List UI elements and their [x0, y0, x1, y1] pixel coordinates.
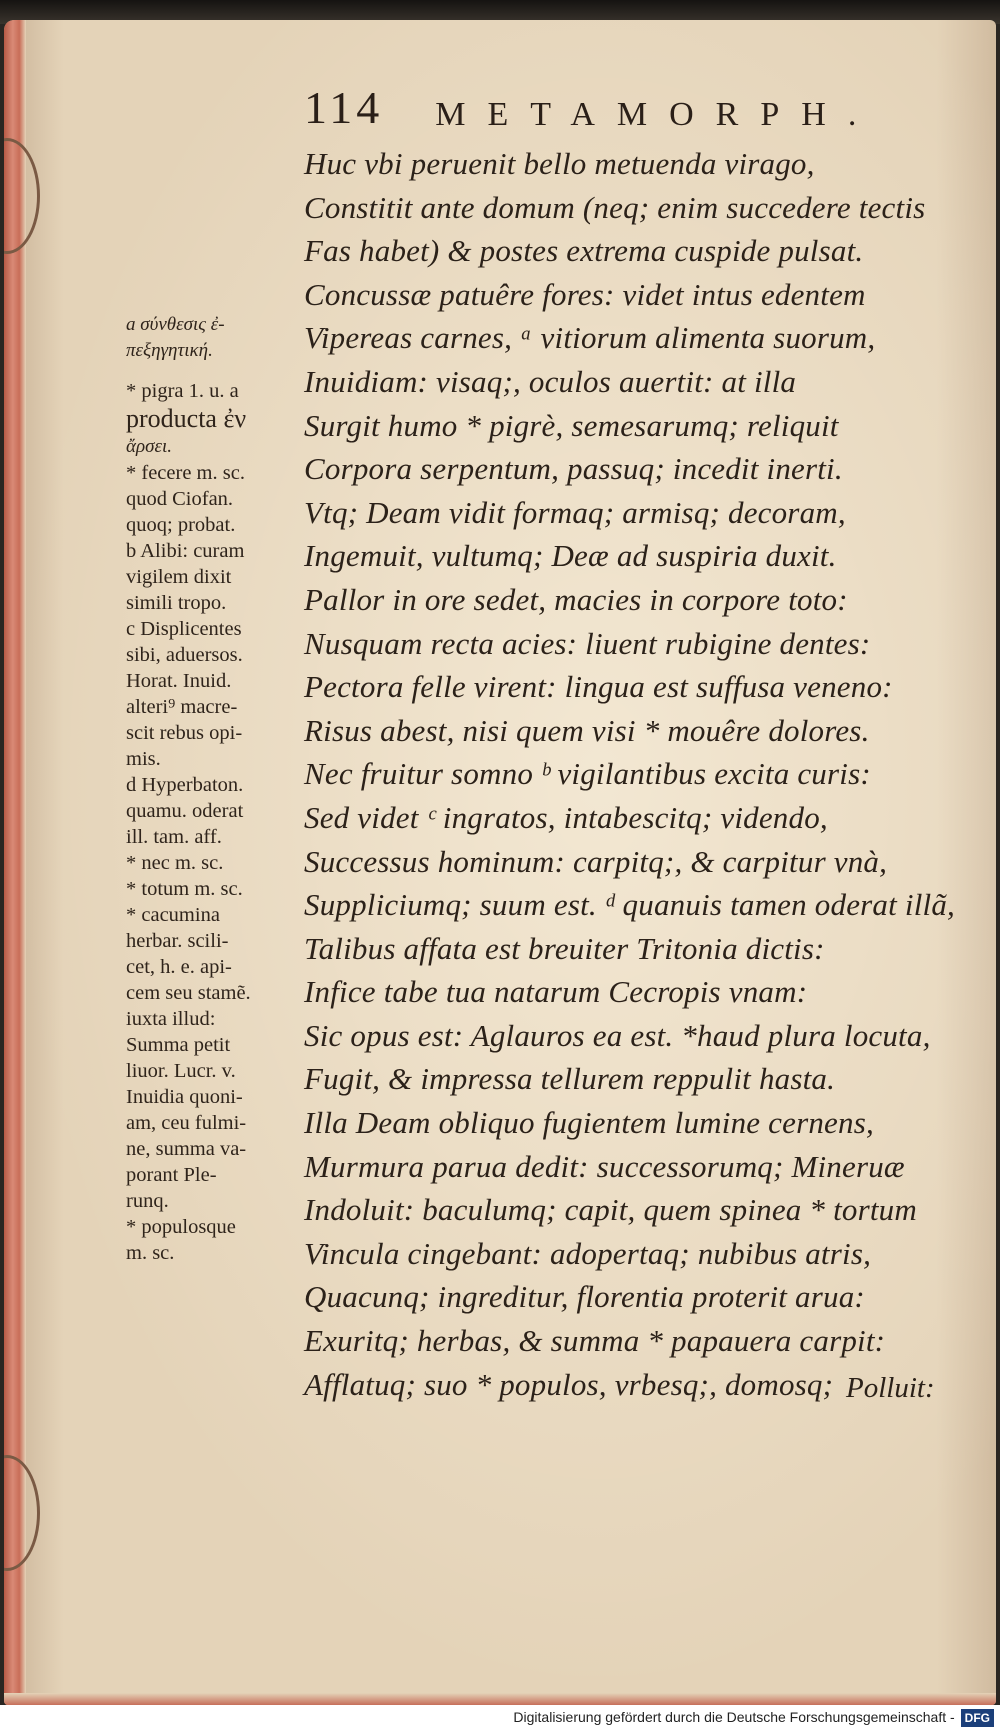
margin-note-line: runq. — [126, 1190, 169, 1212]
verse-line: Pectora felle virent: lingua est suffusa veneno: — [304, 669, 893, 705]
verse-line: Nec fruitur somno ᵇ vigilantibus excita curis: — [304, 756, 871, 792]
margin-note-line: mis. — [126, 748, 161, 770]
margin-note-line: * fecere m. sc. — [126, 462, 245, 484]
verse-line: Murmura parua dedit: successorumq; Mineruæ — [304, 1148, 905, 1184]
verse-line: Surgit humo * pigrè, semesarumq; reliquit — [304, 407, 839, 443]
verse-line: Sic opus est: Aglauros ea est. *haud plura locuta, — [304, 1017, 931, 1053]
page-number: 114 — [304, 82, 384, 133]
verse-line: Risus abest, nisi quem visi * mouêre dolores. — [304, 712, 870, 748]
margin-note-line: c Displicentes — [126, 618, 242, 640]
footer-text: Digitalisierung gefördert durch die Deutsche Forschungsgemeinschaft - — [513, 1709, 955, 1725]
margin-note-line: * pigra 1. u. a — [126, 380, 239, 402]
verse-line: Pallor in ore sedet, macies in corpore toto: — [304, 581, 848, 617]
verse-line: Corpora serpentum, passuq; incedit inerti. — [304, 451, 843, 487]
verse-line: Huc vbi peruenit bello metuenda virago, — [304, 146, 815, 181]
margin-note-line: Inuidia quoni- — [126, 1086, 243, 1108]
margin-note-line: * nec m. sc. — [126, 852, 224, 874]
margin-note-line: ne, summa va- — [126, 1138, 247, 1160]
margin-note-line: vigilem dixit — [126, 566, 232, 588]
margin-note-line: m. sc. — [126, 1242, 175, 1264]
book-page — [4, 20, 996, 1705]
margin-note-line: iuxta illud: — [126, 1008, 216, 1030]
margin-note-line: ill. tam. aff. — [126, 826, 222, 848]
verse-line: Sed videt ᶜ ingratos, intabescitq; videndo, — [304, 799, 828, 835]
verse-line: Illa Deam obliquo fugientem lumine cernens, — [304, 1105, 874, 1141]
margin-note-line: Horat. Inuid. — [126, 670, 232, 692]
verse-line: Concussæ patuêre fores: videt intus edentem — [304, 276, 866, 312]
margin-note-line: quamu. oderat — [126, 800, 244, 822]
margin-note-line: * cacumina — [126, 904, 220, 926]
margin-note-line: * totum m. sc. — [126, 878, 243, 900]
margin-note-line: porant Ple- — [126, 1164, 217, 1186]
verse-line: Talibus affata est breuiter Tritonia dictis: — [304, 930, 825, 966]
verse-line: Successus hominum: carpitq;, & carpitur vnà, — [304, 843, 888, 879]
binding-ring-upper — [4, 138, 40, 254]
verse-line: Vipereas carnes, ᵃ vitiorum alimenta suorum, — [304, 320, 876, 356]
verse-line: Fugit, & impressa tellurem reppulit hasta. — [304, 1061, 836, 1097]
binding-ring-lower — [4, 1455, 40, 1571]
verse-line: Quacunq; ingreditur, florentia proterit arua: — [304, 1279, 865, 1315]
page-header — [304, 84, 878, 134]
margin-note-line — [126, 364, 296, 378]
margin-note-line: sibi, aduersos. — [126, 644, 243, 666]
verse-line: Indoluit: baculumq; capit, quem spinea * tortum — [304, 1192, 917, 1228]
red-page-edge — [4, 20, 26, 1705]
margin-note-line: quod Ciofan. — [126, 488, 234, 510]
margin-note-line: simili tropo. — [126, 592, 227, 614]
verse-line: Fas habet) & postes extrema cuspide pulsat. — [304, 233, 864, 269]
verse-line: Afflatuq; suo * populos, vrbesq;, domosq; — [304, 1366, 834, 1402]
margin-note-line: herbar. scili- — [126, 930, 229, 952]
running-title: METAMORPH. — [435, 96, 879, 133]
red-bottom-edge — [4, 1693, 996, 1705]
margin-note-line: ἄρσει. — [126, 436, 172, 457]
margin-note-line: b Alibi: curam — [126, 540, 245, 562]
margin-note-line: producta ἐν — [126, 404, 247, 433]
verse-text — [304, 142, 964, 1406]
verse-line: Infice tabe tua natarum Cecropis vnam: — [304, 974, 808, 1010]
verse-line: Ingemuit, vultumq; Deæ ad suspiria duxit. — [304, 538, 837, 574]
margin-note-line: quoq; probat. — [126, 514, 236, 536]
margin-note-line: liuor. Lucr. v. — [126, 1060, 236, 1082]
margin-note-line: Summa petit — [126, 1034, 231, 1056]
digitization-footer — [0, 1705, 1000, 1729]
verse-line: Vincula cingebant: adopertaq; nubibus atris, — [304, 1235, 872, 1271]
margin-notes — [126, 312, 296, 1266]
margin-note-line: * populosque — [126, 1216, 236, 1238]
margin-note-line: πεξηγητική. — [126, 340, 213, 361]
margin-note-line: scit rebus opi- — [126, 722, 243, 744]
margin-note-line: am, ceu fulmi- — [126, 1112, 247, 1134]
dfg-logo: DFG — [961, 1709, 994, 1727]
verse-line: Exuritq; herbas, & summa * papauera carpit: — [304, 1323, 886, 1359]
margin-note-line: cem seu stamẽ. — [126, 982, 251, 1004]
verse-line: Suppliciumq; suum est. ᵈ quanuis tamen oderat illã, — [304, 887, 955, 923]
verse-line: Nusquam recta acies: liuent rubigine dentes: — [304, 625, 871, 661]
margin-note-line: a σύνθεσις ἐ- — [126, 314, 225, 335]
margin-note-line: cet, h. e. api- — [126, 956, 232, 978]
verse-line: Inuidiam: visaq;, oculos auertit: at illa — [304, 363, 797, 399]
margin-note-line: d Hyperbaton. — [126, 774, 244, 796]
margin-note-line: alteri⁹ macre- — [126, 696, 238, 718]
catchword: Polluit: — [846, 1372, 935, 1404]
verse-line: Constitit ante domum (neq; enim succedere tectis — [304, 189, 926, 225]
verse-line: Vtq; Deam vidit formaq; armisq; decoram, — [304, 494, 846, 530]
